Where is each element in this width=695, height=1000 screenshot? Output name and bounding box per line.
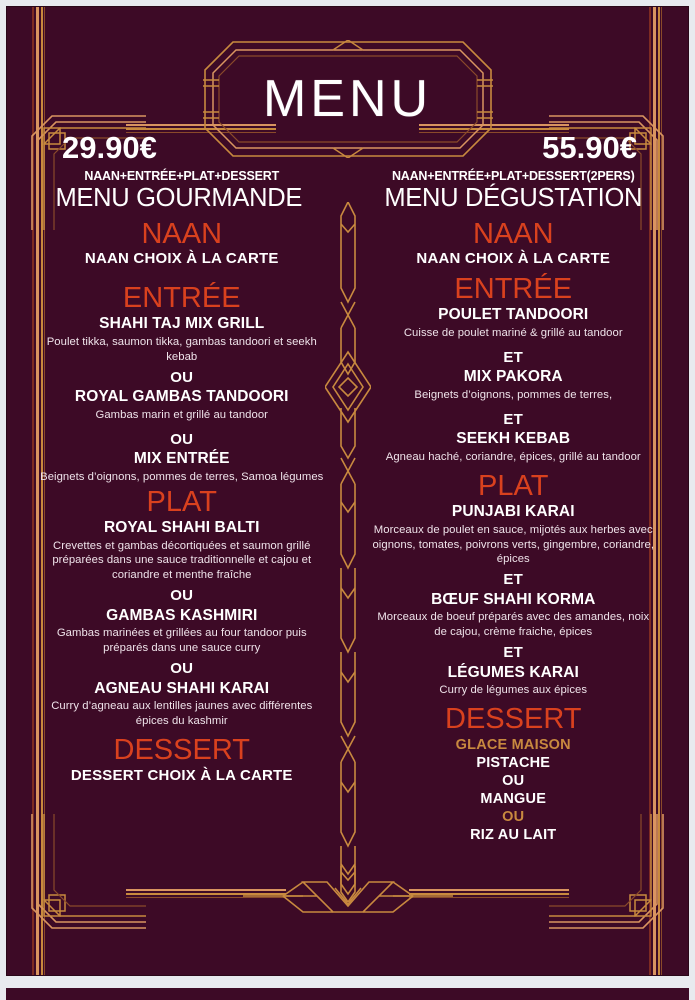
dish-desc: Gambas marinées et grillées au four tandoor puis préparés dans une sauce curry	[56, 627, 307, 655]
dish-name: AGNEAU SHAHI KARAI	[94, 679, 270, 697]
dish-name: MIX PAKORA	[463, 368, 563, 386]
dish-desc: Curry d’agneau aux lentilles jaunes avec différentes épices du kashmir	[51, 700, 313, 728]
combo-degustation: NAAN+ENTRÉE+PLAT+DESSERT(2PERS)	[391, 169, 635, 183]
dessert-item-glace-maison: GLACE MAISON	[455, 736, 571, 753]
dish-desc: Morceaux de poulet en sauce, mijotés aux herbes avec oignons, tomates, poivrons verts, gingembre, coriandre, épices	[372, 523, 655, 566]
dish-desc: Morceaux de boeuf préparés avec des amandes, noix de cajou, crème fraiche, épices	[377, 611, 650, 639]
naan-choice-left: NAAN CHOIX À LA CARTE	[84, 249, 279, 267]
conjunction: OU	[170, 368, 194, 386]
section-title-entree-left: ENTRÉE	[122, 281, 241, 314]
menu-column-gourmande	[6, 132, 348, 916]
dish-name: LÉGUMES KARAI	[447, 663, 579, 681]
dish-name: SHAHI TAJ MIX GRILL	[99, 315, 265, 333]
dish-name: GAMBAS KASHMIRI	[106, 606, 258, 624]
naan-choice-right: NAAN CHOIX À LA CARTE	[416, 249, 611, 267]
dish-name: PUNJABI KARAI	[451, 503, 575, 521]
conjunction: ET	[503, 410, 524, 428]
dish-desc: Beignets d’oignons, pommes de terres, Samoa légumes	[40, 470, 324, 483]
dish-desc: Beignets d’oignons, pommes de terres,	[414, 388, 613, 401]
dish-name: BŒUF SHAHI KORMA	[431, 590, 596, 608]
dessert-item-pistache: PISTACHE	[476, 754, 551, 771]
dish-desc: Crevettes et gambas décortiquées et saumon grillé préparées dans une sauce traditionnelle et cajou et coriandre et menthe fraîche	[52, 539, 312, 582]
dish-name: POULET TANDOORI	[438, 306, 589, 324]
dish-desc: Cuisse de poulet mariné & grillé au tandoor	[403, 326, 623, 339]
dish-desc: Agneau haché, coriandre, épices, grillé au tandoor	[385, 450, 641, 463]
menu-columns	[6, 132, 689, 916]
combo-gourmande: NAAN+ENTRÉE+PLAT+DESSERT	[84, 169, 280, 183]
dessert-item-riz-au-lait: RIZ AU LAIT	[470, 827, 557, 844]
menu-sheet	[6, 6, 689, 976]
conjunction: OU	[502, 772, 525, 789]
conjunction: OU	[170, 587, 194, 605]
section-title-plat-right: PLAT	[478, 469, 549, 502]
dish-name: SEEKH KEBAB	[456, 430, 571, 448]
price-gourmande: 29.90€	[62, 130, 157, 165]
dish-desc: Gambas marin et grillé au tandoor	[95, 408, 268, 421]
section-title-dessert-left: DESSERT	[113, 734, 250, 767]
conjunction: OU	[170, 660, 194, 678]
conjunction: ET	[503, 348, 524, 366]
conjunction: ET	[503, 644, 524, 662]
dessert-item-mangue: MANGUE	[480, 790, 547, 807]
dish-desc: Poulet tikka, saumon tikka, gambas tandoori et seekh kebab	[46, 335, 317, 363]
conjunction: ET	[503, 571, 524, 589]
section-title-entree-right: ENTRÉE	[454, 272, 573, 305]
dessert-choice-left: DESSERT CHOIX À LA CARTE	[70, 766, 293, 784]
conjunction-gold: OU	[502, 809, 525, 826]
menu-column-degustation	[348, 132, 690, 916]
dish-name: ROYAL SHAHI BALTI	[103, 518, 260, 536]
section-title-naan-left: NAAN	[141, 217, 223, 250]
menu-name-degustation: MENU DÉGUSTATION	[384, 184, 643, 212]
dish-name: MIX ENTRÉE	[133, 450, 230, 467]
menu-name-gourmande: MENU GOURMANDE	[55, 184, 303, 212]
bottom-edge-strip	[6, 988, 689, 1000]
conjunction: OU	[170, 430, 194, 448]
dish-name: ROYAL GAMBAS TANDOORI	[74, 388, 289, 405]
menu-badge-title: MENU	[262, 70, 433, 128]
section-title-plat-left: PLAT	[146, 485, 217, 518]
price-degustation: 55.90€	[542, 130, 637, 165]
section-title-naan-right: NAAN	[472, 217, 554, 250]
dish-desc: Curry de légumes aux épices	[439, 684, 588, 697]
section-title-dessert-right: DESSERT	[445, 703, 582, 736]
